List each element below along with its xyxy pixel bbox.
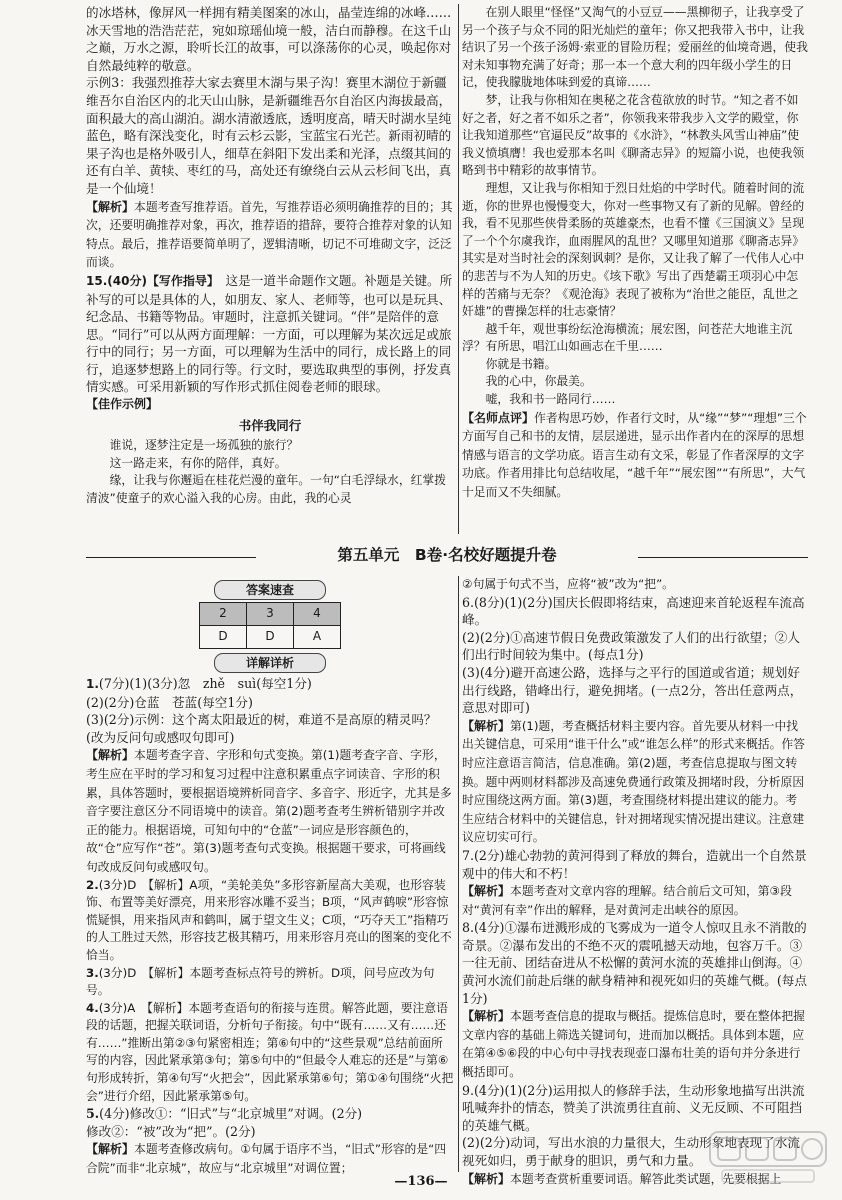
essay-line-2: 这一路走来，有你的陪伴，真好。	[109, 455, 287, 470]
analysis-text: 第(1)题，考查概括材料主要内容。首先要从材料一中找出关键信息，可采用“谁干什么”或“谁怎么样”的形式来概括。作答时应注意语言简洁，信息准确。第(2)题，考查信息提取与图文转换。题中两则材料都涉及高速免费通行政策及拥堵时段，分析原因时应围绕这两方面。第(3)题，考查围绕材料提出建议的能力。考生应结合材料中的关键信息，针对拥堵现实情况提出建议。注意建议应切实可行。	[462, 718, 805, 845]
essay-line-1: 谁说，逐梦注定是一场孤独的旅行？	[109, 438, 299, 453]
analysis-label: 【解析】	[86, 1142, 135, 1157]
unit-banner	[86, 545, 808, 571]
analysis-14	[86, 198, 454, 272]
question-number: 15.	[86, 273, 108, 288]
analysis-text: 本题考查修改病句。①句属于语序不当，“旧式”形容的是“四合院”而非“北京城”，故应与“北京城里”对调位置；	[86, 1142, 447, 1176]
teacher-comment	[462, 409, 808, 502]
question-15	[86, 272, 454, 396]
answer-key-value: D	[247, 626, 294, 649]
watermark-logo-icon	[708, 1128, 828, 1186]
answer-key-table	[199, 602, 341, 649]
analysis-label: 【解析】	[462, 1009, 511, 1024]
answer-9: 9.(4分)(1)(2分)运用拟人的修辞手法，生动形象地描写出洪流吼喊奔扑的情态，赞美了洪流勇往直前、义无反顾、不可阻挡的英雄气概。	[462, 1082, 805, 1133]
answer-key-header: 3	[247, 603, 294, 626]
essay-paragraph-r6: 我的心中，你最美。	[485, 374, 592, 389]
answer-1	[86, 675, 454, 694]
analysis-label: 【解析】	[86, 199, 135, 214]
answer-4-text: (3分)A 【解析】本题考查语句的衔接与连贯。解答此题，要注意语段的话题，把握关联词语，分析句子衔接。句中“既有……又有……还有……”推断出第②③句紧密相连；第⑥句中的“这些景观”总结前面所写的内容，因此紧承第③句；第⑤句中的“但最令人难忘的还是”与第⑥句形成转折，第④句写“火把会”，因此紧承第⑥句；第①④句围绕“火把会”进行介绍，因此紧承第⑤句。	[86, 1000, 454, 1103]
answer-key-header: 4	[294, 603, 341, 626]
essay-title: 书伴我同行	[238, 417, 302, 433]
analysis-1	[86, 746, 454, 876]
teacher-comment-text: 作者构思巧妙，作者行文时，从“缘”“梦”“理想”三个方面写自己和书的友情，层层递进，显示出作者内在的深厚的思想情感与语言的文学功底。语言生动有文采，彰显了作者深厚的文字功底。作者用排比句总结收尾，“越千年”“展宏图”“有所思”，大气十足而又不失细腻。	[462, 410, 807, 500]
analysis-7	[462, 882, 808, 919]
answer-1c: (3)(2分)示例：这个离太阳最近的树，难道不是高原的精灵吗？(改为反问句或感叹句即可)	[86, 712, 437, 745]
answer-2: 2.(3分)D 【解析】A项，“美轮美奂”多形容新屋高大美观，也形容装饰、布置等美好漂亮，用来形容冰雕不妥当；B项，“风声鹤唳”形容惊慌疑惧，用来指风声和鹤叫，属于望文生义；C项，“巧夺天工”指精巧的人工胜过天然，形容技艺极其精巧，用来形容月亮山的图案的变化不恰当。	[86, 877, 452, 962]
answer-5b: 修改②：“被”改为“把”。(2分)	[86, 1123, 256, 1139]
analysis-text: 本题考查信息的提取与概括。提炼信息时，要在整体把握文章内容的基础上筛选关键词句，进而加以概括。具体到本题，应在第④⑤⑥段的中心句中寻找表现壶口瀑布壮美的语句并分条进行概括即可。	[462, 1009, 805, 1080]
answer-6b: (2)(2分)①高速节假日免费政策激发了人们的出行欲望；②人们出行时间较为集中。(每点1分)	[462, 629, 800, 663]
analysis-text: 本题考查写推荐语。首先，写推荐语必须明确推荐的目的；其次，还要明确推荐对象，再次，推荐语的措辞，要符合推荐对象的认知特点。最后，推荐语要简单明了，逻辑清晰，切记不可堆砌文字，泛泛而谈。	[86, 199, 453, 270]
analysis-label: 【解析】	[86, 748, 135, 763]
answer-1a: (7分)(1)(3分)忽 zhě suì(每空1分)	[98, 676, 312, 691]
teacher-comment-label: 【名师点评】	[462, 410, 535, 425]
right-column-bottom	[462, 576, 808, 1186]
analysis-label: 【解析】	[462, 884, 511, 899]
column-divider-top	[458, 4, 459, 534]
answer-key-header: 2	[200, 603, 247, 626]
page-number: —136—	[394, 1174, 448, 1189]
column-divider-bottom	[458, 576, 459, 1172]
analysis-label: 【解析】	[462, 718, 511, 733]
question-head: (40分)【写作指导】	[107, 273, 213, 288]
recommend-paragraph-1: 的冰塔林，像屏风一样拥有精美图案的冰山，晶莹连绵的冰峰……冰天雪地的浩浩茫茫，宛如琼瑶仙境一般，洁白而静穆。在这千山之巅，万水之源，聆听长江的故事，可以涤荡你的心灵，唤起你对自然最纯粹的敬意。	[86, 5, 452, 73]
sample-essay-label: 【佳作示例】	[86, 397, 159, 412]
essay-paragraph-r4: 越千年，观世事纷纭沧海横流；展宏图，问苍茫大地谁主沉浮？有所思，唱江山如画志在千里……	[462, 321, 793, 354]
answer-8: 8.(4分)①瀑布迸溅形成的飞雾成为一道令人惊叹且永不消散的奇景。②瀑布发出的不绝不灭的震吼撼天动地，包容万千。③一往无前、团结奋进从不松懈的黄河水流的英雄排山倒海。④黄河水流们前赴后继的献身精神和视死如归的英雄气概。(每点1分)	[462, 920, 807, 1006]
answer-3-text: (3分)D 【解析】本题考查标点符号的辨析。D项，问号应改为句号。	[86, 965, 435, 998]
analysis-text: 本题考查赏析重要词语。解答此类试题，先要根据上	[510, 1171, 782, 1186]
left-column-bottom	[86, 576, 454, 1176]
right-column-top	[462, 4, 808, 536]
question-text: 这是一道半命题作文题。补题是关键。所补写的可以是具体的人，如朋友、家人、老师等，也可以是玩具、纪念品、书籍等物品。审题时，注意抓关键词。“伴”是陪伴的意思。“同行”可以从两方面理解：一方面，可以理解为某次远足或旅行中的同行；另一方面，可以理解为生活中的同行，成长路上的同行，追逐梦想路上的同行等。行文时，要选取典型的事例，抒发真情实感。可采用新颖的写作形式抓住阅卷老师的眼球。	[86, 272, 453, 395]
essay-paragraph-r7: 嘘，我和书一路同行……	[485, 392, 616, 407]
essay-paragraph-r5: 你就是书籍。	[485, 356, 557, 371]
analysis-8	[462, 1007, 808, 1081]
answer-3: 3.(3分)D 【解析】本题考查标点符号的辨析。D项，问号应改为句号。	[86, 965, 435, 998]
analysis-text: 本题考查对文章内容的理解。结合前后文可知，第③段对“黄河有幸”作出的解释，是对黄河走出峡谷的原因。	[462, 884, 792, 917]
recommend-paragraph-2: 示例3：我强烈推荐大家去赛里木湖与果子沟！赛里木湖位于新疆维吾尔自治区内的北天山山脉，是新疆维吾尔自治区内海拔最高，面积最大的高山湖泊。湖水清澈透底，透明度高，晴天时湖水呈纯蓝色，略有深浅变化，时有云杉云影，宝蓝宝石光芒。新雨初晴的果子沟也是格外吸引人，细草在斜阳下发出柔和光泽，点缀其间的还有白羊、黄犊、枣红的马，高处还有缭绕白云从云杉间飞出，真是一个仙境！	[86, 75, 452, 196]
answer-6c: (3)(4分)避开高速公路，选择与之平行的国道或省道；规划好出行线路，错峰出行，避免拥堵。(一点2分，答出任意两点，意思对即可)	[462, 664, 803, 716]
essay-line-3: 缘，让我与你邂逅在桂花烂漫的童年。一句“白毛浮绿水，红掌拨清波”使童子的欢心溢入我的心房。由此，我的心灵	[86, 473, 447, 506]
answer-5a-text: (4分)修改①：“旧式”与“北京城里”对调。(2分)	[99, 1106, 363, 1122]
analysis-text: 本题考查字音、字形和句式变换。第(1)题考查字音、字形，考生应在平时的学习和复习过程中注意积累重点字词读音、字形的积累，具体答题时，要根据语境辨析同音字、多音字、形近字，尤其是多音字要注意区分不同语境中的读音。第(2)题考查考生辨析错别字并改正的能力。根据语境，可知句中的“仓蓝”一词应是形容颜色的，故“仓”应写作“苍”。第(3)题考查句式变换。根据题干要求，可将画线句改成反问句或感叹句。	[86, 748, 452, 874]
answer-6: 6.(8分)(1)(2分)国庆长假即将结束，高速迎来首轮返程车流高峰。	[462, 594, 805, 628]
unit-title: 第五单元 B卷·名校好题提升卷	[337, 546, 557, 564]
continuation-5: ②句属于句式不当，应将“被”改为“把”。	[462, 577, 674, 591]
essay-paragraph-r2: 梦，让我与你相知在奥秘之花含苞欲放的时节。“知之者不如好之者，好之者不如乐之者”，你领我来带我步入文学的殿堂，你让我知道那些“官逼民反”故事的《水浒》，“林教头风雪山神庙”使我义愤填膺！我也爱那本名叫《聊斋志异》的短篇小说，也使我领略到书中精彩的故事情节。	[462, 92, 805, 178]
essay-paragraph-r3: 理想，又让我与你相知于烈日灶焰的中学时代。随着时间的流逝，你的世界也慢慢变大，你对一些事物又有了新的见解。曾经的我，看不见那些侠骨柔肠的英雄豪杰，也看不懂《三国演义》呈现了一个个尔虞我诈，血雨腥风的乱世？又哪里知道那《聊斋志异》其实是对当时社会的深刻讽刺？是你，又让我了解了一代伟人心中的悲苦与不为人知的历史。《垓下歌》写出了西楚霸王项羽心中怎样的苦痛与无奈？《观沧海》表现了被称为“治世之能臣，乱世之奸雄”的曹操怎样的壮志豪情？	[462, 180, 805, 319]
analysis-6	[462, 717, 808, 847]
answer-key-value: D	[200, 626, 247, 649]
answer-2-text: (3分)D 【解析】A项，“美轮美奂”多形容新屋高大美观，也形容装饰、布置等美好漂亮，用来形容冰雕不妥当；B项，“风声鹤唳”形容惊慌疑惧，用来指风声和鹤叫，属于望文生义；C项，“巧夺天工”指精巧的人工胜过天然，形容技艺极其精巧，用来形容月亮山的图案的变化不恰当。	[86, 877, 452, 962]
answer-9b: (2)(2分)动词，写出水浪的力量很大，生动形象地表现了水流视死如归，勇于献身的胆识，勇气和力量。	[462, 1135, 800, 1168]
essay-paragraph-r1: 在别人眼里“怪怪”又淘气的小豆豆——黑柳彻子，让我享受了另一个孩子与众不同的阳光灿烂的童年；你又把我带入书中，让我结识了另一个孩子汤姆·索亚的冒险历程；爱丽丝的仙境奇遇，使我对未知事物充满了好奇；那一本一个意大利的四年级小学生的日记，使我朦胧地体味到爱的真谛……	[462, 5, 808, 90]
answer-7: 7.(2分)雄心勃勃的黄河得到了释放的舞台，造就出一个自然景观中的伟大和不朽！	[462, 847, 807, 881]
analysis-label: 【解析】	[462, 1171, 511, 1186]
answer-key-value: A	[294, 626, 341, 649]
left-column-top	[86, 4, 454, 532]
answer-1b: (2)(2分)仓蓝 苍蓝(每空1分)	[86, 694, 253, 710]
answer-5a: 5.(4分)修改①：“旧式”与“北京城里”对调。(2分)	[86, 1106, 363, 1122]
detail-title: 详解详析	[214, 653, 326, 673]
watermark-logo	[708, 1128, 828, 1186]
answer-key-title: 答案速查	[214, 580, 326, 600]
answer-number: 1.	[86, 677, 99, 691]
answer-4: 4.(3分)A 【解析】本题考查语句的衔接与连贯。解答此题，要注意语段的话题，把握关联词语，分析句子衔接。句中“既有……又有……还有……”推断出第②③句紧密相连；第⑥句中的“这些景观”总结前面所写的内容，因此紧承第③句；第⑤句中的“但最令人难忘的还是”与第⑥句形成转折，第④句写“火把会”，因此紧承第⑥句；第①④句围绕“火把会”进行介绍，因此紧承第⑤句。	[86, 1000, 454, 1103]
